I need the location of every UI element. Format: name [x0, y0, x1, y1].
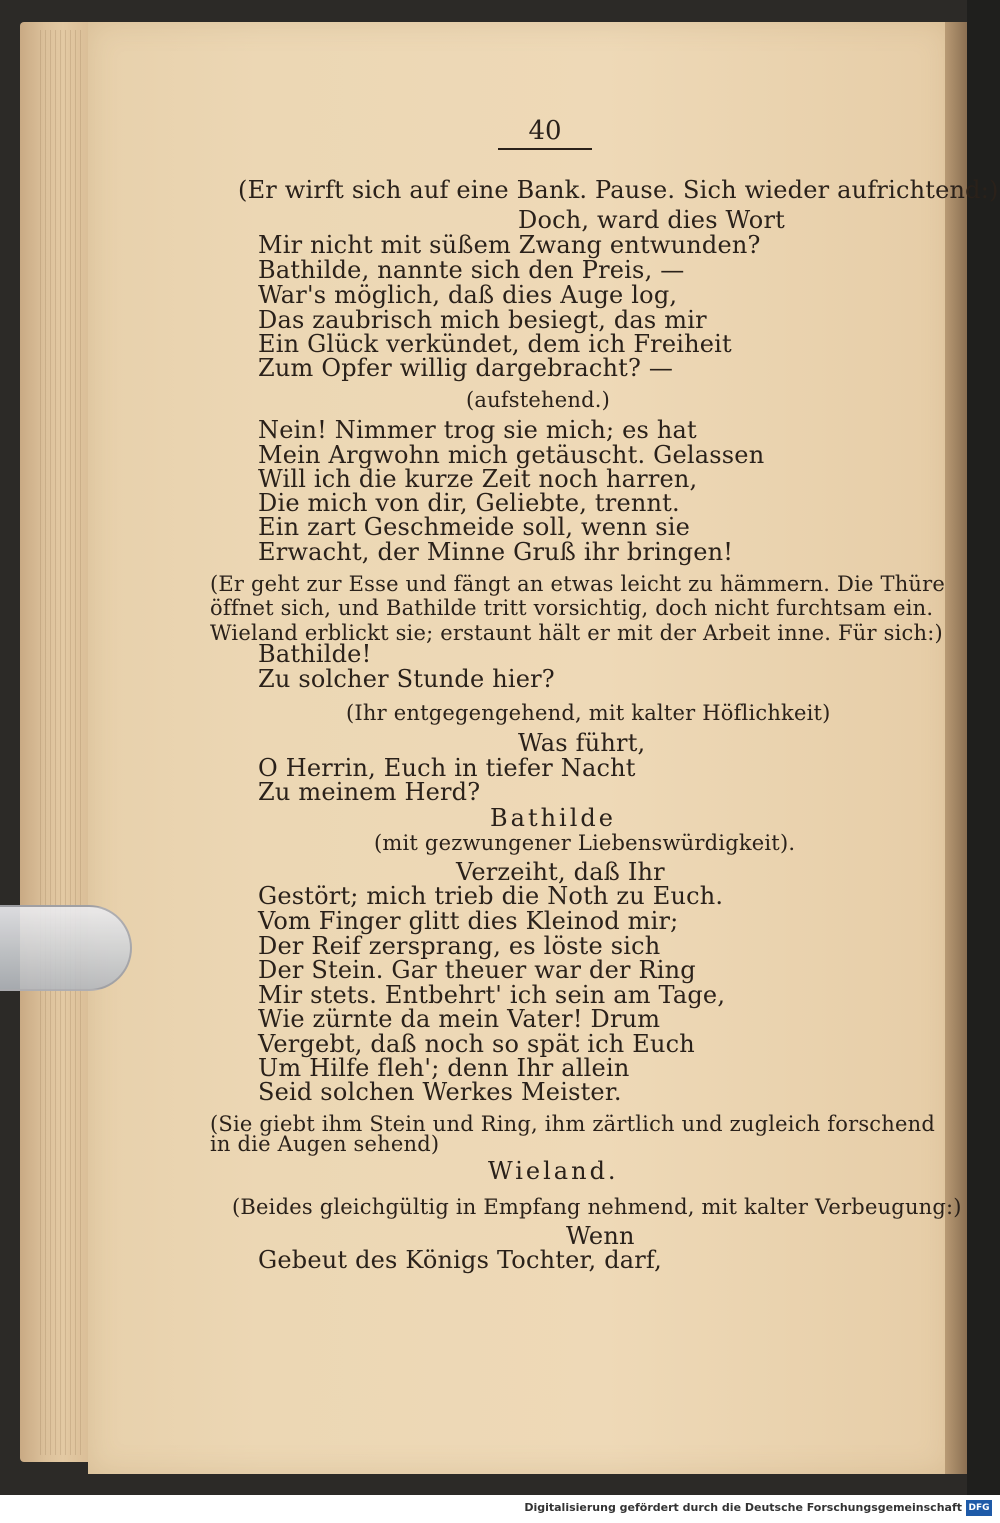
- verse-line: Erwacht, der Minne Gruß ihr bringen!: [258, 538, 734, 566]
- speaker-name: Bathilde: [490, 804, 616, 832]
- verse-line: Vom Finger glitt dies Kleinod mir;: [258, 907, 679, 935]
- speaker-name: Wieland.: [488, 1157, 619, 1185]
- verse-line: Vergebt, daß noch so spät ich Euch: [258, 1030, 695, 1058]
- verse-line: Verzeiht, daß Ihr: [456, 858, 665, 886]
- verse-line: Das zaubrisch mich besiegt, das mir: [258, 306, 707, 334]
- verse-line: Wie zürnte da mein Vater! Drum: [258, 1005, 661, 1033]
- verse-line: Zu meinem Herd?: [258, 778, 481, 806]
- verse-line: Zu solcher Stunde hier?: [258, 665, 555, 693]
- verse-line: Ein zart Geschmeide soll, wenn sie: [258, 513, 691, 541]
- stage-direction: (mit gezwungener Liebenswürdigkeit).: [374, 831, 796, 855]
- verse-line: Was führt,: [518, 729, 646, 757]
- stage-direction: Wieland erblickt sie; erstaunt hält er mit der Arbeit inne. Für sich:): [210, 621, 943, 645]
- verse-line: Mir nicht mit süßem Zwang entwunden?: [258, 231, 761, 259]
- verse-line: Gebeut des Königs Tochter, darf,: [258, 1246, 662, 1274]
- footer-credit: Digitalisierung gefördert durch die Deutsche Forschungsgemeinschaft: [524, 1501, 962, 1514]
- stage-direction: in die Augen sehend): [210, 1132, 440, 1156]
- verse-line: War's möglich, daß dies Auge log,: [258, 281, 678, 309]
- dfg-logo: DFG: [966, 1500, 992, 1516]
- verse-line: Wenn: [566, 1222, 635, 1250]
- stage-direction: (Sie giebt ihm Stein und Ring, ihm zärtlich und zugleich forschend: [210, 1112, 935, 1136]
- verse-line: Will ich die kurze Zeit noch harren,: [258, 465, 698, 493]
- verse-line: Bathilde!: [258, 640, 372, 668]
- verse-line: Der Stein. Gar theuer war der Ring: [258, 956, 696, 984]
- stage-direction: (Er geht zur Esse und fängt an etwas leicht zu hämmern. Die Thüre: [210, 572, 946, 596]
- stage-direction: (Er wirft sich auf eine Bank. Pause. Sich wieder aufrichtend:): [238, 176, 999, 204]
- verse-line: Nein! Nimmer trog sie mich; es hat: [258, 416, 697, 444]
- stage-direction: (aufstehend.): [466, 388, 611, 412]
- verse-line: Seid solchen Werkes Meister.: [258, 1078, 622, 1106]
- verse-line: Doch, ward dies Wort: [518, 206, 785, 234]
- verse-line: Bathilde, nannte sich den Preis, —: [258, 256, 685, 284]
- verse-line: Zum Opfer willig dargebracht? —: [258, 354, 674, 382]
- verse-line: Ein Glück verkündet, dem ich Freiheit: [258, 330, 732, 358]
- stage-direction: (Beides gleichgültig in Empfang nehmend, mit kalter Verbeugung:): [232, 1195, 962, 1219]
- footer-bar: [0, 1495, 1000, 1523]
- verse-line: Die mich von dir, Geliebte, trennt.: [258, 489, 680, 517]
- page-number: 40: [528, 116, 562, 146]
- verse-line: Mein Argwohn mich getäuscht. Gelassen: [258, 441, 765, 469]
- verse-line: Um Hilfe fleh'; denn Ihr allein: [258, 1054, 630, 1082]
- page-number-rule: [498, 148, 592, 150]
- stage-direction: öffnet sich, und Bathilde tritt vorsichtig, doch nicht furchtsam ein.: [210, 596, 934, 620]
- stage-direction: (Ihr entgegengehend, mit kalter Höflichkeit): [346, 701, 831, 725]
- verse-line: O Herrin, Euch in tiefer Nacht: [258, 754, 636, 782]
- verse-line: Der Reif zersprang, es löste sich: [258, 932, 661, 960]
- verse-line: Gestört; mich trieb die Noth zu Euch.: [258, 882, 724, 910]
- verse-line: Mir stets. Entbehrt' ich sein am Tage,: [258, 981, 726, 1009]
